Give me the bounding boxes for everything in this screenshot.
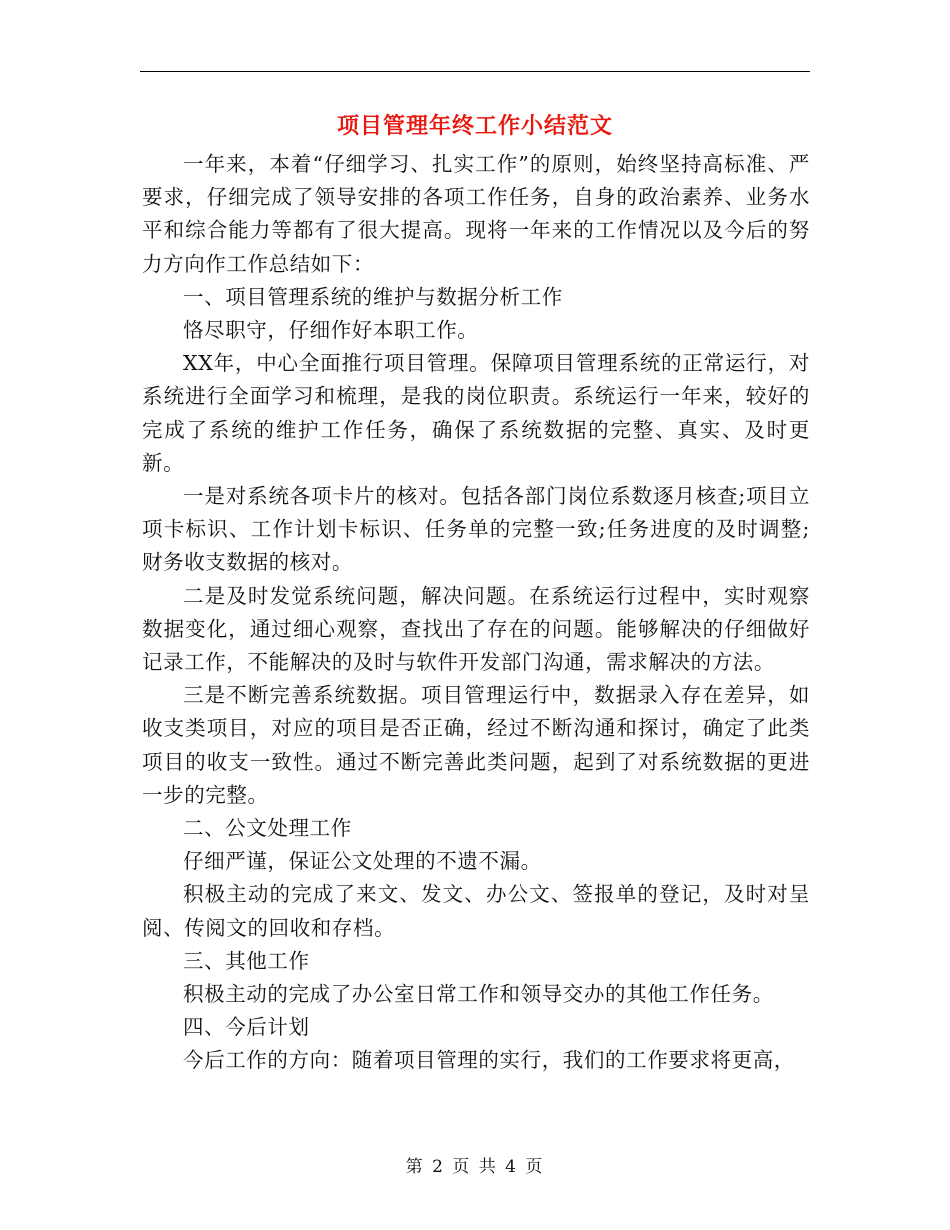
paragraph: 仔细严谨，保证公文处理的不遗不漏。 (183, 849, 542, 874)
section-heading-2: 二、公文处理工作 (183, 816, 352, 841)
section-heading-1: 一、项目管理系统的维护与数据分析工作 (183, 284, 563, 309)
page-number: 第 2 页 共 4 页 (405, 1157, 545, 1177)
paragraph: 三是不断完善系统数据。项目管理运行中，数据录入存在差异，如收支类项目，对应的项目是否正确，经过不断沟通和探讨，确定了此类项目的收支一致性。通过不断完善此类问题，起到了对系统数据的更进一步的完整。 (142, 683, 810, 807)
paragraph: 今后工作的方向：随着项目管理的实行，我们的工作要求将更高， (183, 1048, 795, 1073)
header-rule (140, 71, 810, 72)
paragraph-intro: 一年来，本着“仔细学习、扎实工作”的原则，始终坚持高标准、严要求，仔细完成了领导安排的各项工作任务，自身的政治素养、业务水平和综合能力等都有了很大提高。现将一年来的工作情况以及今后的努力方向作工作总结如下： (142, 152, 810, 276)
paragraph: 积极主动的完成了来文、发文、办公文、签报单的登记，及时对呈阅、传阅文的回收和存档。 (142, 882, 810, 940)
paragraph: 恪尽职守，仔细作好本职工作。 (183, 318, 479, 343)
section-heading-3: 三、其他工作 (183, 948, 310, 973)
paragraph: 一是对系统各项卡片的核对。包括各部门岗位系数逐月核查;项目立项卡标识、工作计划卡标识、任务单的完整一致;任务进度的及时调整;财务收支数据的核对。 (142, 484, 810, 575)
paragraph: 二是及时发觉系统问题，解决问题。在系统运行过程中，实时观察数据变化，通过细心观察，查找出了存在的问题。能够解决的仔细做好记录工作，不能解决的及时与软件开发部门沟通，需求解决的方法。 (142, 583, 810, 675)
section-heading-4: 四、今后计划 (183, 1015, 310, 1040)
paragraph: XX年，中心全面推行项目管理。保障项目管理系统的正常运行，对系统进行全面学习和梳理，是我的岗位职责。系统运行一年来，较好的完成了系统的维护工作任务，确保了系统数据的完整、真实、及时更新。 (142, 351, 810, 475)
document-title: 项目管理年终工作小结范文 (336, 113, 613, 139)
paragraph: 积极主动的完成了办公室日常工作和领导交办的其他工作任务。 (183, 982, 774, 1007)
document-body (142, 148, 810, 1078)
